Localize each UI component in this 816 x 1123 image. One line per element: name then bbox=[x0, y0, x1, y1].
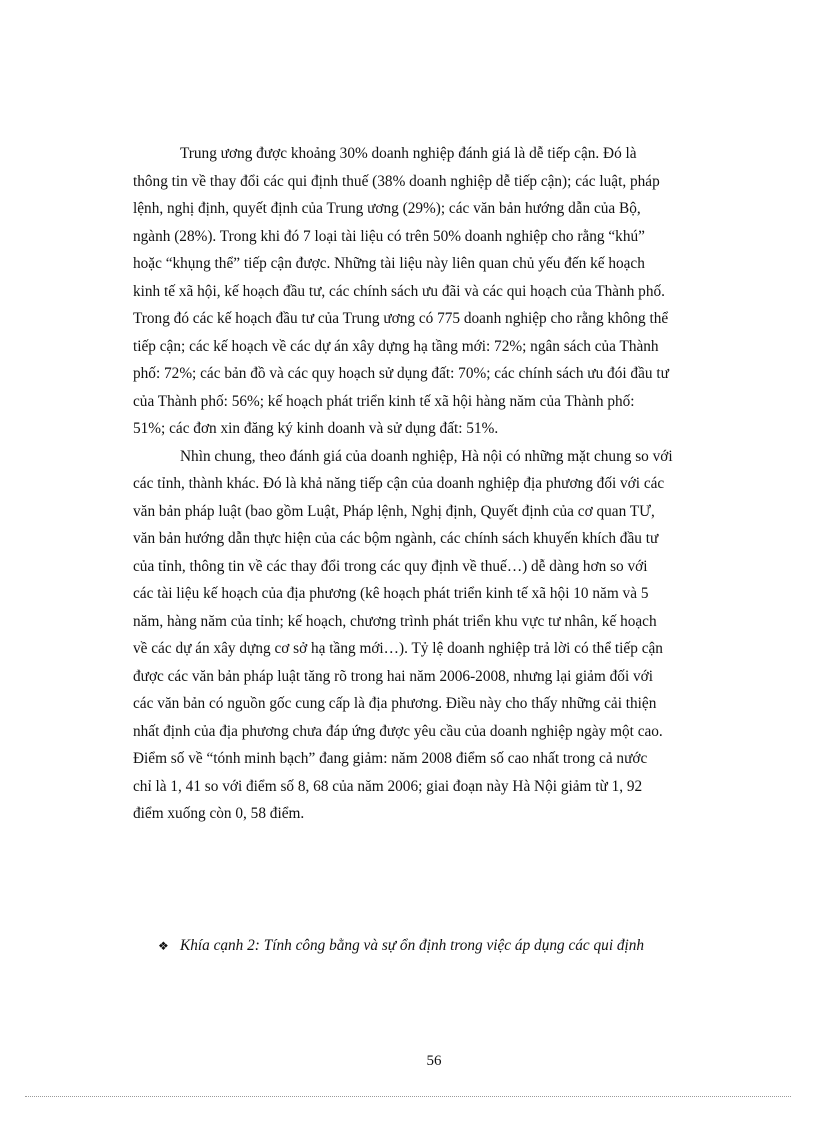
text-line: tiếp cận; các kế hoạch về các dự án xây dựng hạ tầng mới: 72%; ngân sách của Thành bbox=[133, 337, 659, 355]
text-line: ngành (28%). Trong khi đó 7 loại tài liệu có trên 50% doanh nghiệp cho rằng “khú” bbox=[133, 227, 645, 245]
text-line: chỉ là 1, 41 so với điểm số 8, 68 của năm 2006; giai đoạn này Hà Nội giảm từ 1, 92 bbox=[133, 777, 643, 795]
text-line: các tài liệu kế hoạch của địa phương (kê hoạch phát triển kinh tế xã hội 10 năm và 5 bbox=[133, 585, 649, 602]
text-line: hoặc “khụng thể” tiếp cận được. Những tài liệu này liên quan chủ yếu đến kế hoạch bbox=[133, 255, 645, 272]
text-line: các tỉnh, thành khác. Đó là khả năng tiếp cận của doanh nghiệp địa phương đối với các bbox=[133, 475, 665, 492]
text-line: 51%; các đơn xin đăng ký kinh doanh và sử dụng đất: 51%. bbox=[133, 420, 499, 437]
text-line: điểm xuống còn 0, 58 điểm. bbox=[133, 805, 305, 822]
diamond-bullet-icon: ❖ bbox=[158, 939, 169, 953]
text-line: Nhìn chung, theo đánh giá của doanh nghiệp, Hà nội có những mặt chung so với bbox=[180, 447, 673, 465]
text-line: Trong đó các kế hoạch đầu tư của Trung ương có 775 doanh nghiệp cho rằng không thể bbox=[133, 310, 669, 327]
text-line: nhất định của địa phương chưa đáp ứng được yêu cầu của doanh nghiệp ngày một cao. bbox=[133, 722, 663, 740]
text-line: được các văn bản pháp luật tăng rõ trong hai năm 2006-2008, nhưng lại giảm đối với bbox=[133, 667, 654, 685]
page-number: 56 bbox=[426, 1053, 442, 1069]
text-line: lệnh, nghị định, quyết định của Trung ương (29%); các văn bản hướng dẫn của Bộ, bbox=[133, 200, 641, 217]
text-line: Điểm số về “tónh minh bạch” đang giảm: năm 2008 điểm số cao nhất trong cả nước bbox=[133, 750, 648, 767]
text-line: văn bản pháp luật (bao gồm Luật, Pháp lệnh, Nghị định, Quyết định của cơ quan TƯ, bbox=[133, 502, 655, 520]
text-line: thông tin về thay đổi các qui định thuế (38% doanh nghiệp dễ tiếp cận); các luật, pháp bbox=[133, 172, 660, 190]
text-line: Trung ương được khoảng 30% doanh nghiệp đánh giá là dễ tiếp cận. Đó là bbox=[180, 145, 637, 162]
text-line: các văn bản có nguồn gốc cung cấp là địa phương. Điều này cho thấy những cải thiện bbox=[133, 695, 657, 712]
text-line: kinh tế xã hội, kế hoạch đầu tư, các chính sách ưu đãi và các qui hoạch của Thành phố. bbox=[133, 282, 665, 300]
text-line: phố: 72%; các bản đồ và các quy hoạch sử dụng đất: 70%; các chính sách ưu đói đầu tư bbox=[133, 365, 669, 382]
section-heading-text: Khía cạnh 2: Tính công bằng và sự ổn định trong việc áp dụng các qui định bbox=[180, 937, 645, 954]
text-line: năm, hàng năm của tỉnh; kế hoạch, chương trình phát triển khu vực tư nhân, kế hoạch bbox=[133, 612, 657, 630]
text-line: của Thành phố: 56%; kế hoạch phát triển kinh tế xã hội hàng năm của Thành phố: bbox=[133, 392, 635, 410]
paragraph-1 bbox=[133, 140, 738, 443]
text-line: của tỉnh, thông tin về các thay đổi trong các quy định về thuế…) dễ dàng hơn so với bbox=[133, 557, 648, 575]
text-line: về các dự án xây dựng cơ sở hạ tầng mới…). Tỷ lệ doanh nghiệp trả lời có thể tiếp cận bbox=[133, 640, 663, 657]
body-text bbox=[133, 140, 738, 828]
page-bottom-divider bbox=[25, 1096, 791, 1097]
text-line: văn bản hướng dẫn thực hiện của các bộm ngành, các chính sách khuyến khích đầu tư bbox=[133, 530, 659, 547]
paragraph-2 bbox=[133, 443, 738, 828]
section-heading-bullet bbox=[158, 932, 644, 961]
